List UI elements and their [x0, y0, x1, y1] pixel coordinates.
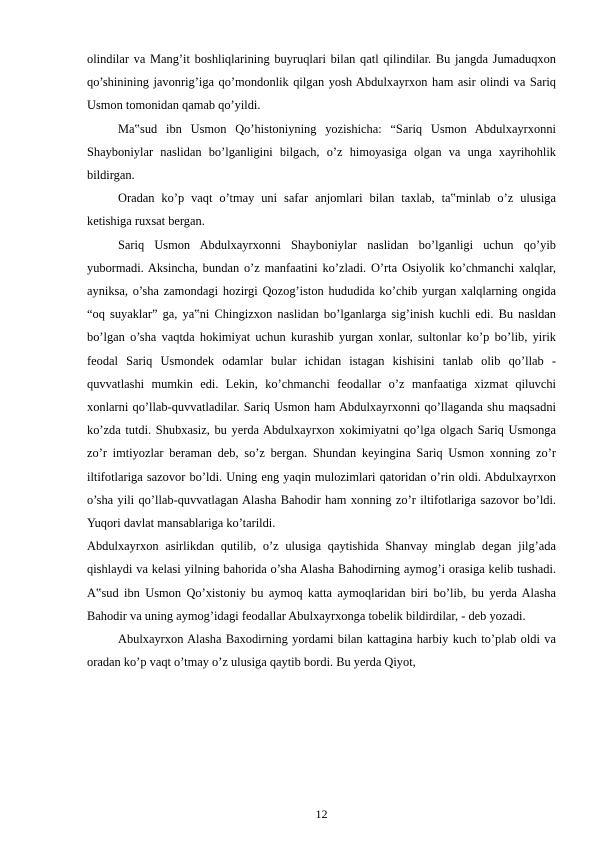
paragraph-6: Abulxayrxon Alasha Baxodirning yordami bilan kattagina harbiy kuch to’plab oldi va oradan ko’p vaqt o’tmay o’z ulusiga qaytib bordi. Bu yerda Qiyot, — [87, 632, 556, 670]
page-number: 12 — [315, 807, 328, 821]
paragraph-3: Oradan ko’p vaqt o’tmay uni safar anjomlari bilan taxlab, ta‟minlab o’z ulusiga ketishiga ruxsat bergan. — [87, 191, 556, 229]
document-page — [87, 48, 556, 674]
paragraph-4: Sariq Usmon Abdulxayrxonni Shayboniylar naslidan bo’lganligi uchun qo’yib yubormadi. Aksincha, bundan o’z manfaatini ko’zladi. O’rta Osiyolik ko’chmanchi xalqlar, ayniksa, o’sha zamondagi hozirgi Qozog’iston hududida ko’chib yurgan xalqlarning ongida “oq suyaklar” ga, ya‟ni Chingizxon naslidan bo’lganlarga sig’inish kuchli edi. Bu nasldan bo’lgan o’sha vaqtda hokimiyat uchun kurashib yurgan xonlar, sultonlar ko’p bo’lib, yirik feodal Sariq Usmondek odamlar bular ichidan istagan kishisini tanlab olib qo’llab - quvvatlashi mumkin edi. Lekin, ko’chmanchi feodallar o’z manfaatiga xizmat qiluvchi xonlarni qo’llab-quvvatladilar. Sariq Usmon ham Abdulxayrxonni qo’llaganda shu maqsadni ko’zda tutdi. Shubxasiz, bu yerda Abdulxayrxon xokimiyatni qo’lga olgach Sariq Usmonga zo’r imtiyozlar beraman deb, so’z bergan. Shundan keyingina Sariq Usmon xonning zo’r iltifotlariga sazovor bo’ldi. Uning eng yaqin mulozimlari qatoridan o’rin oldi. Abdulxayrxon o’sha yili qo’llab-quvvatlagan Alasha Bahodir ham xonning zo’r iltifotlariga sazovor bo’ldi. Yuqori davlat mansablariga ko’tarildi. — [87, 237, 556, 531]
paragraph-5: Abdulxayrxon asirlikdan qutilib, o’z ulusiga qaytishida Shanvay minglab degan jilg’ada qishlaydi va kelasi yilning bahorida o’sha Alasha Bahodirning aymog’i orasiga kelib tushadi. A‟sud ibn Usmon Qo’xistoniy bu aymoq katta aymoqlaridan biri bo’lib, bu yerda Alasha Bahodir va uning aymog’idagi feodallar Abulxayrxonga tobelik bildirdilar, - deb yozadi. — [87, 539, 556, 623]
paragraph-2: Ma‟sud ibn Usmon Qo’histoniyning yozishicha: “Sariq Usmon Abdulxayrxonni Shayboniylar naslidan bo’lganligini bilgach, o’z himoyasiga olgan va unga xayrihohlik bildirgan. — [87, 121, 556, 183]
paragraph-1: olindilar va Mang’it boshliqlarining buyruqlari bilan qatl qilindilar. Bu jangda Jumaduqxon qo’shinining javonrig’iga qo’mondonlik qilgan yosh Abdulxayrxon ham asir olindi va Sariq Usmon tomonidan qamab qo’yildi. — [87, 52, 556, 113]
